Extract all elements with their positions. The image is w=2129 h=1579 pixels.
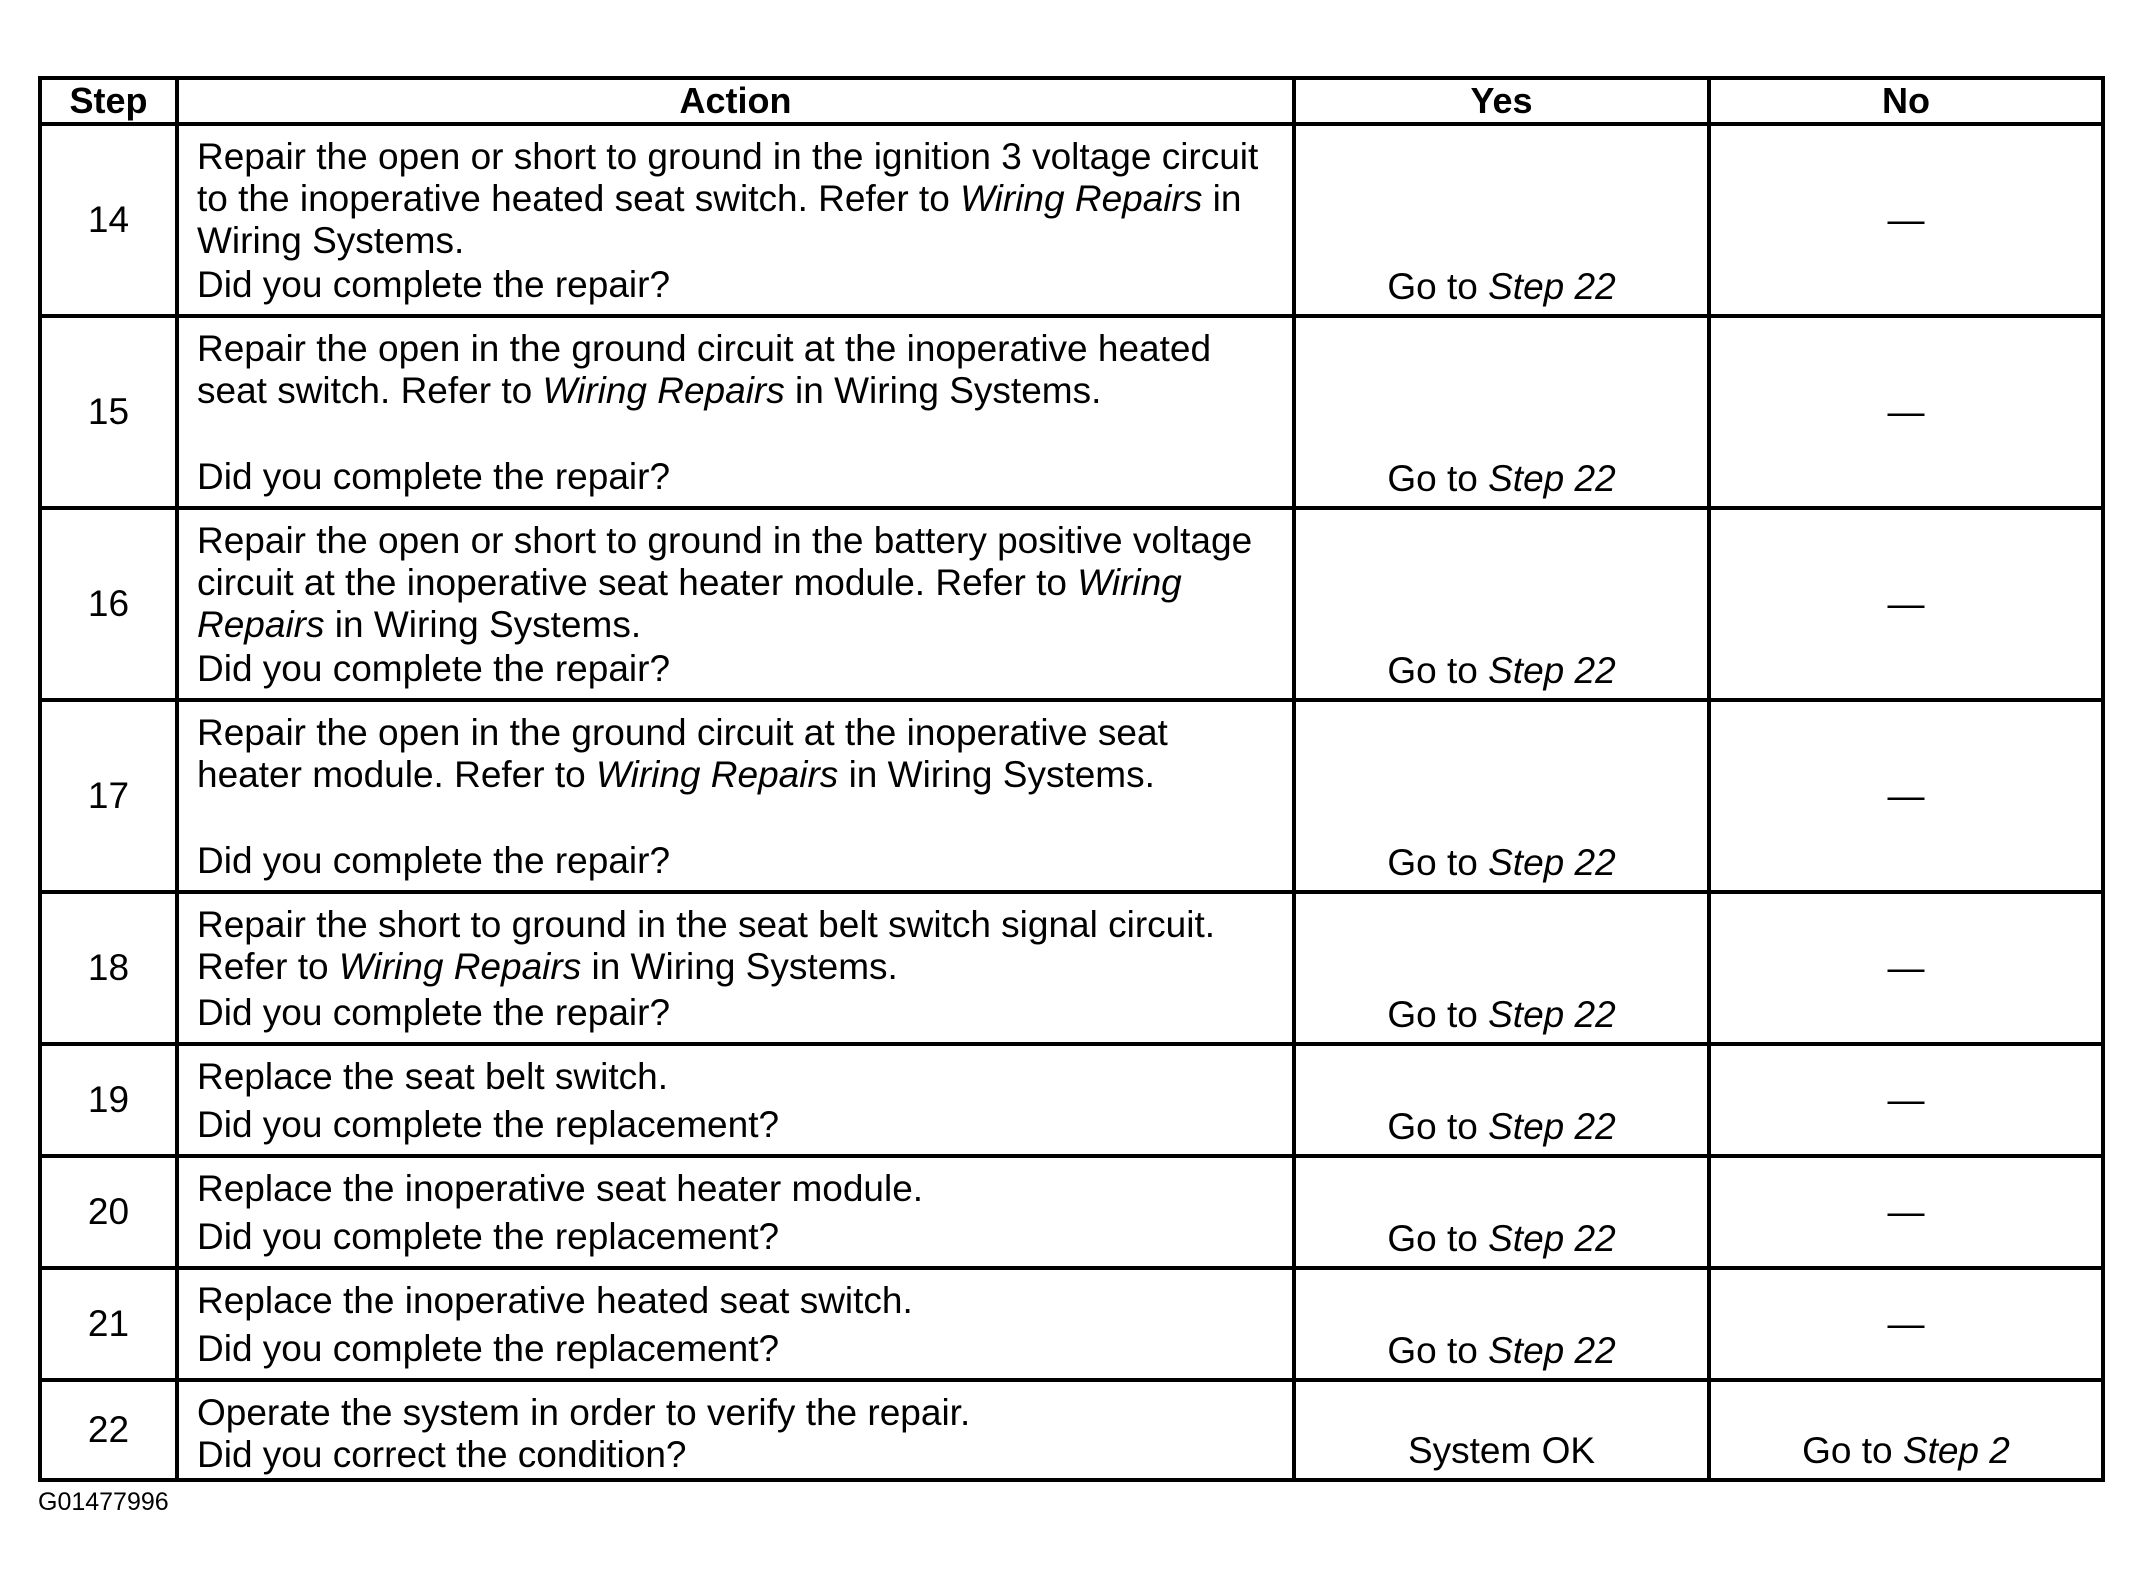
- header-row: [40, 78, 2103, 124]
- step-number: 17: [40, 700, 177, 892]
- action-question: Did you correct the condition?: [197, 1434, 687, 1475]
- table-row: [40, 1380, 2103, 1480]
- yes-result-segment: Go to: [1387, 842, 1489, 883]
- header-step: Step: [40, 78, 177, 124]
- step-number: 19: [40, 1044, 177, 1156]
- yes-result-segment: Go to: [1387, 1106, 1489, 1147]
- action-instruction: [197, 1168, 1272, 1210]
- action-instruction-segment: Repair the open or short to ground in the battery positive voltage circuit at the inoperative seat heater module. Refer to: [197, 520, 1253, 603]
- step-number: 21: [40, 1268, 177, 1380]
- no-result: [1709, 1380, 2103, 1480]
- no-result-segment: —: [1887, 583, 1925, 624]
- action-cell: [177, 1380, 1294, 1480]
- step-number: 16: [40, 508, 177, 700]
- yes-result: [1294, 1044, 1709, 1156]
- table-row: [40, 508, 2103, 700]
- action-question: Did you complete the repair?: [197, 264, 671, 305]
- action-instruction-segment: in Wiring Systems.: [838, 754, 1155, 795]
- yes-result: [1294, 1380, 1709, 1480]
- no-result-segment: —: [1887, 947, 1925, 988]
- action-instruction-segment: Wiring Repairs: [338, 946, 582, 987]
- no-result-segment: Go to: [1802, 1430, 1903, 1471]
- action-question: Did you complete the repair?: [197, 840, 671, 881]
- action-instruction-segment: Replace the inoperative seat heater module.: [197, 1168, 924, 1209]
- action-instruction-segment: in Wiring Systems.: [581, 946, 898, 987]
- action-instruction: [197, 328, 1272, 412]
- action-content: [197, 894, 1272, 1038]
- action-content: [197, 1270, 1272, 1374]
- yes-result: [1294, 508, 1709, 700]
- table-row: [40, 1044, 2103, 1156]
- no-result: [1709, 508, 2103, 700]
- yes-result: [1294, 1268, 1709, 1380]
- step-number: 18: [40, 892, 177, 1044]
- action-cell: [177, 700, 1294, 892]
- action-question: Did you complete the replacement?: [197, 1104, 780, 1145]
- no-result: [1709, 124, 2103, 316]
- table-row: [40, 124, 2103, 316]
- no-result-segment: —: [1887, 199, 1925, 240]
- figure-id: G01477996: [38, 1488, 169, 1516]
- step-number: 20: [40, 1156, 177, 1268]
- table-row: [40, 700, 2103, 892]
- table-row: [40, 892, 2103, 1044]
- action-question: Did you complete the repair?: [197, 992, 671, 1033]
- yes-result-segment: Step 22: [1488, 1330, 1616, 1371]
- action-cell: [177, 1156, 1294, 1268]
- action-content: [197, 318, 1272, 502]
- action-instruction: [197, 712, 1272, 796]
- no-result-segment: —: [1887, 391, 1925, 432]
- action-instruction: [197, 904, 1272, 988]
- step-number: 14: [40, 124, 177, 316]
- action-instruction-segment: Repair the open or short to ground in the ignition 3 voltage circuit to the inoperative heated seat switch. Refer to: [197, 136, 1259, 219]
- diagnostic-table: [38, 76, 2105, 1482]
- step-number: 15: [40, 316, 177, 508]
- no-result-segment: —: [1887, 1191, 1925, 1232]
- action-cell: [177, 892, 1294, 1044]
- action-instruction-segment: Repair the short to ground in the seat belt switch signal circuit. Refer to: [197, 904, 1216, 987]
- action-instruction-segment: Wiring Repairs: [960, 178, 1203, 219]
- no-result: [1709, 316, 2103, 508]
- action-question: Did you complete the replacement?: [197, 1216, 780, 1257]
- no-result-segment: —: [1887, 1303, 1925, 1344]
- action-question: Did you complete the repair?: [197, 456, 671, 497]
- yes-result: [1294, 700, 1709, 892]
- no-result: [1709, 1268, 2103, 1380]
- action-instruction-segment: in Wiring Systems.: [324, 604, 642, 645]
- action-content: [197, 1158, 1272, 1262]
- action-instruction-segment: Operate the system in order to verify the repair.: [197, 1392, 971, 1433]
- no-result-segment: —: [1887, 1079, 1925, 1120]
- no-result: [1709, 892, 2103, 1044]
- yes-result-segment: Go to: [1387, 994, 1489, 1035]
- no-result: [1709, 700, 2103, 892]
- header-action: Action: [177, 78, 1294, 124]
- yes-result-segment: Step 22: [1488, 1106, 1616, 1147]
- yes-result-segment: Step 22: [1488, 266, 1616, 307]
- action-cell: [177, 1268, 1294, 1380]
- action-cell: [177, 124, 1294, 316]
- action-instruction: [197, 1280, 1272, 1322]
- action-instruction-segment: Wiring Repairs: [542, 370, 785, 411]
- table-row: [40, 1268, 2103, 1380]
- no-result: [1709, 1044, 2103, 1156]
- action-instruction-segment: Repair the open in the ground circuit at the inoperative seat heater module. Refer to: [197, 712, 1168, 795]
- no-result: [1709, 1156, 2103, 1268]
- action-content: [197, 1046, 1272, 1150]
- table-row: [40, 316, 2103, 508]
- action-instruction-segment: Wiring Repairs: [197, 562, 1182, 645]
- action-instruction: [197, 136, 1272, 262]
- action-content: [197, 510, 1272, 694]
- action-instruction: [197, 1392, 1272, 1434]
- header-yes: Yes: [1294, 78, 1709, 124]
- yes-result-segment: Step 22: [1488, 650, 1616, 691]
- action-question: Did you complete the replacement?: [197, 1328, 780, 1369]
- action-instruction-segment: Wiring Repairs: [596, 754, 839, 795]
- action-content: [197, 1382, 1272, 1474]
- action-instruction: [197, 1056, 1272, 1098]
- table-row: [40, 1156, 2103, 1268]
- step-number: 22: [40, 1380, 177, 1480]
- no-result-segment: —: [1887, 775, 1925, 816]
- yes-result-segment: Step 22: [1488, 1218, 1616, 1259]
- action-cell: [177, 1044, 1294, 1156]
- action-content: [197, 126, 1272, 310]
- header-no: No: [1709, 78, 2103, 124]
- no-result-segment: Step 2: [1902, 1430, 2010, 1471]
- action-instruction-segment: Repair the open in the ground circuit at the inoperative heated seat switch. Refer to: [197, 328, 1212, 411]
- yes-result-segment: Step 22: [1488, 458, 1616, 499]
- action-cell: [177, 316, 1294, 508]
- action-instruction-segment: in Wiring Systems.: [784, 370, 1102, 411]
- action-cell: [177, 508, 1294, 700]
- yes-result-segment: Go to: [1387, 1218, 1489, 1259]
- action-instruction-segment: in Wiring Systems.: [197, 178, 1242, 261]
- action-instruction: [197, 520, 1272, 646]
- action-instruction-segment: Replace the seat belt switch.: [197, 1056, 668, 1097]
- yes-result-segment: Step 22: [1488, 994, 1616, 1035]
- yes-result-segment: Go to: [1387, 266, 1489, 307]
- yes-result-segment: Go to: [1387, 1330, 1489, 1371]
- yes-result-segment: Step 22: [1488, 842, 1616, 883]
- action-instruction-segment: Replace the inoperative heated seat switch.: [197, 1280, 913, 1321]
- yes-result: [1294, 1156, 1709, 1268]
- action-question: Did you complete the repair?: [197, 648, 671, 689]
- yes-result-segment: Go to: [1387, 458, 1489, 499]
- yes-result-segment: System OK: [1407, 1430, 1596, 1471]
- yes-result: [1294, 892, 1709, 1044]
- action-content: [197, 702, 1272, 886]
- yes-result-segment: Go to: [1387, 650, 1489, 691]
- yes-result: [1294, 124, 1709, 316]
- table-body: [40, 124, 2103, 1480]
- yes-result: [1294, 316, 1709, 508]
